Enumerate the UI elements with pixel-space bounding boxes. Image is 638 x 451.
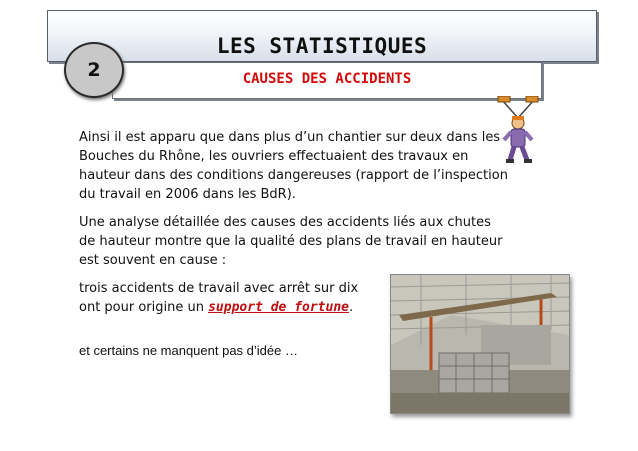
paragraph-statistic <box>79 279 379 317</box>
statistic-text: trois accidents de travail avec arrêt sur dix ont pour origine un <box>79 281 359 315</box>
statistic-end: . <box>349 300 354 315</box>
page-subtitle: CAUSES DES ACCIDENTS <box>242 71 412 87</box>
paragraph-analysis: Une analyse détaillée des causes des accidents liés aux chutes de hauteur montre que la qualité des plans de travail en hauteur est souvent en cause : <box>79 215 503 268</box>
paragraph-closing: et certains ne manquent pas d’idée … <box>79 343 298 358</box>
paragraph-intro: Ainsi il est apparu que dans plus d’un chantier sur deux dans les Bouches du Rhône, les ouvriers effectuaient des travaux en hauteur dans des conditions dangereuses (rapport de l’inspection du travail en 2006 dans les BdR). <box>79 130 508 202</box>
subtitle-banner <box>112 62 542 99</box>
makeshift-scaffold-photo <box>390 274 570 414</box>
slide-number-badge: 2 <box>64 42 124 98</box>
support-de-fortune-emphasis: support de fortune <box>208 300 349 315</box>
page-title: LES STATISTIQUES <box>216 34 428 58</box>
title-banner <box>47 10 597 62</box>
